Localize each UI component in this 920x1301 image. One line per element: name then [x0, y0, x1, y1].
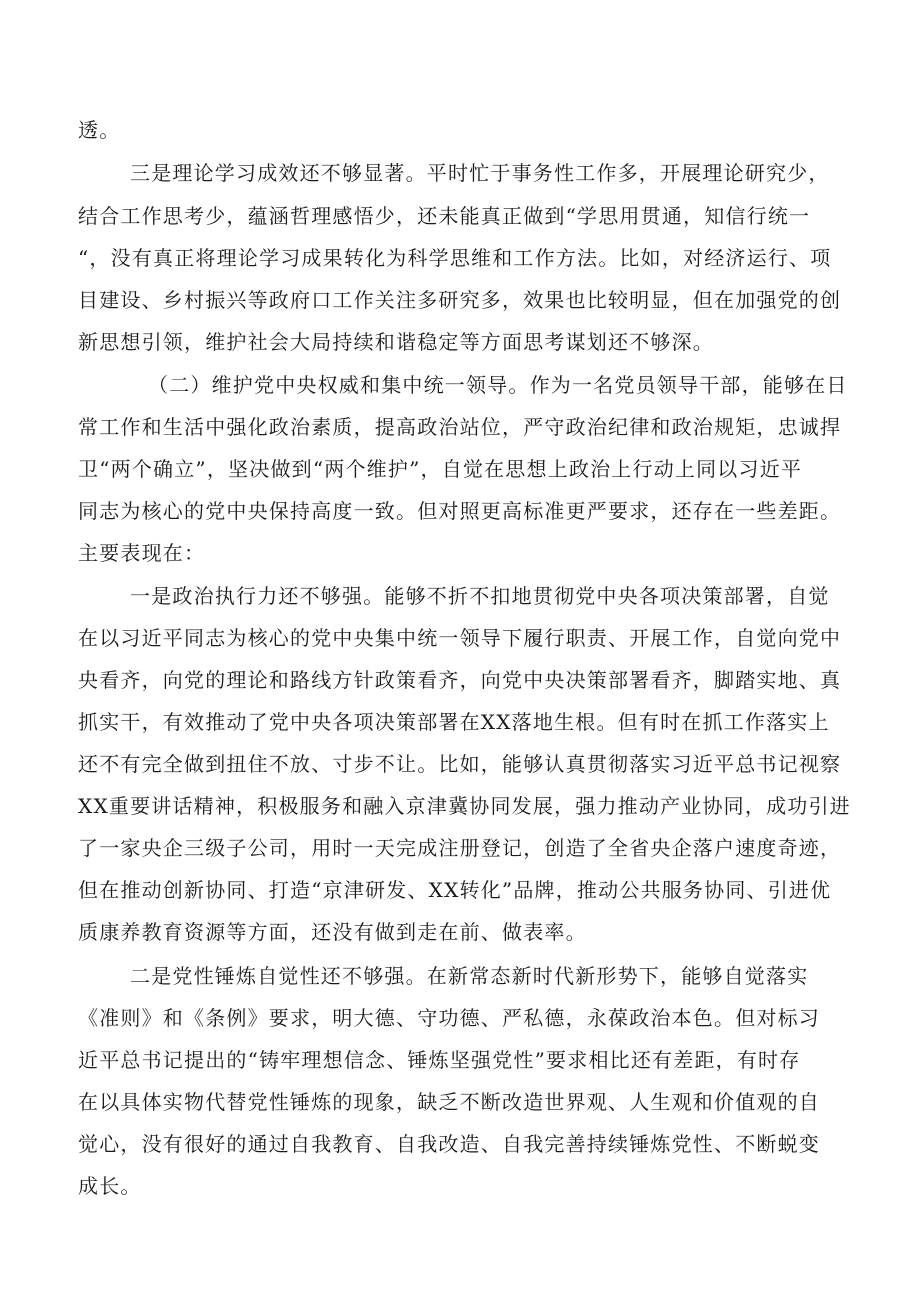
text-line: 在以具体实物代替党性锤炼的现象，缺乏不断改造世界观、人生观和价值观的自	[78, 1090, 820, 1114]
text-line: 结合工作思考少，蕴涵哲理感悟少，还未能真正做到“学思用贯通，知信行统一	[78, 204, 811, 228]
text-line: 主要表现在：	[78, 541, 206, 565]
text-line: 觉心，没有很好的通过自我教育、自我改造、自我完善持续锤炼党性、不断蜕变	[78, 1132, 820, 1156]
text-line: 央看齐，向党的理论和路线方针政策看齐，向党中央决策部署看齐，脚踏实地、真	[78, 668, 842, 692]
text-line: 透。	[78, 118, 121, 142]
text-line: 常工作和生活中强化政治素质，提高政治站位，严守政治纪律和政治规矩，忠诚捍	[78, 415, 842, 439]
text-line: 三是理论学习成效还不够显著。平时忙于事务性工作多，开展理论研究少，	[130, 161, 830, 185]
text-line: 新思想引领，维护社会大局持续和谐稳定等方面思考谋划还不够深。	[78, 330, 714, 354]
text-line: 近平总书记提出的“铸牢理想信念、锤炼坚强党性”要求相比还有差距，有时存	[78, 1048, 801, 1072]
text-line: 成长。	[78, 1174, 142, 1198]
text-line: 《准则》和《条例》要求，明大德、守功德、严私德，永葆政治本色。但对标习	[78, 1006, 820, 1030]
text-line: 了一家央企三级子公司，用时一天完成注册登记，创造了全省央企落户速度奇迹，	[78, 836, 842, 860]
text-line: 质康养教育资源等方面，还没有做到走在前、做表率。	[78, 920, 587, 944]
text-line: 卫“两个确立”，坚决做到“两个维护”，自觉在思想上政治上行动上同以习近平	[78, 457, 803, 481]
text-line: 目建设、乡村振兴等政府口工作关注多研究多，效果也比较明显，但在加强党的创	[78, 288, 842, 312]
text-line: XX重要讲话精神，积极服务和融入京津冀协同发展，强力推动产业协同，成功引进	[78, 794, 851, 818]
text-line: 还不有完全做到扭住不放、寸步不让。比如，能够认真贯彻落实习近平总书记视察	[78, 752, 842, 776]
text-line: “，没有真正将理论学习成果转化为科学思维和工作方法。比如，对经济运行、项	[78, 246, 832, 270]
text-line: 一是政治执行力还不够强。能够不折不扣地贯彻党中央各项决策部署，自觉	[130, 584, 830, 608]
text-line: 二是党性锤炼自觉性还不够强。在新常态新时代新形势下，能够自觉落实	[130, 964, 809, 988]
text-line: 抓实干，有效推动了党中央各项决策部署在XX落地生根。但有时在抓工作落实上	[78, 710, 830, 734]
text-line: 在以习近平同志为核心的党中央集中统一领导下履行职责、开展工作，自觉向党中	[78, 626, 842, 650]
text-line: 同志为核心的党中央保持高度一致。但对照更高标准更严要求，还存在一些差距。	[78, 499, 842, 523]
text-line: 但在推动创新协同、打造“京津研发、XX转化”品牌，推动公共服务协同、引进优	[78, 878, 832, 902]
section-heading: （二）维护党中央权威和集中统一领导。作为一名党员领导干部，能够在日	[148, 373, 848, 397]
